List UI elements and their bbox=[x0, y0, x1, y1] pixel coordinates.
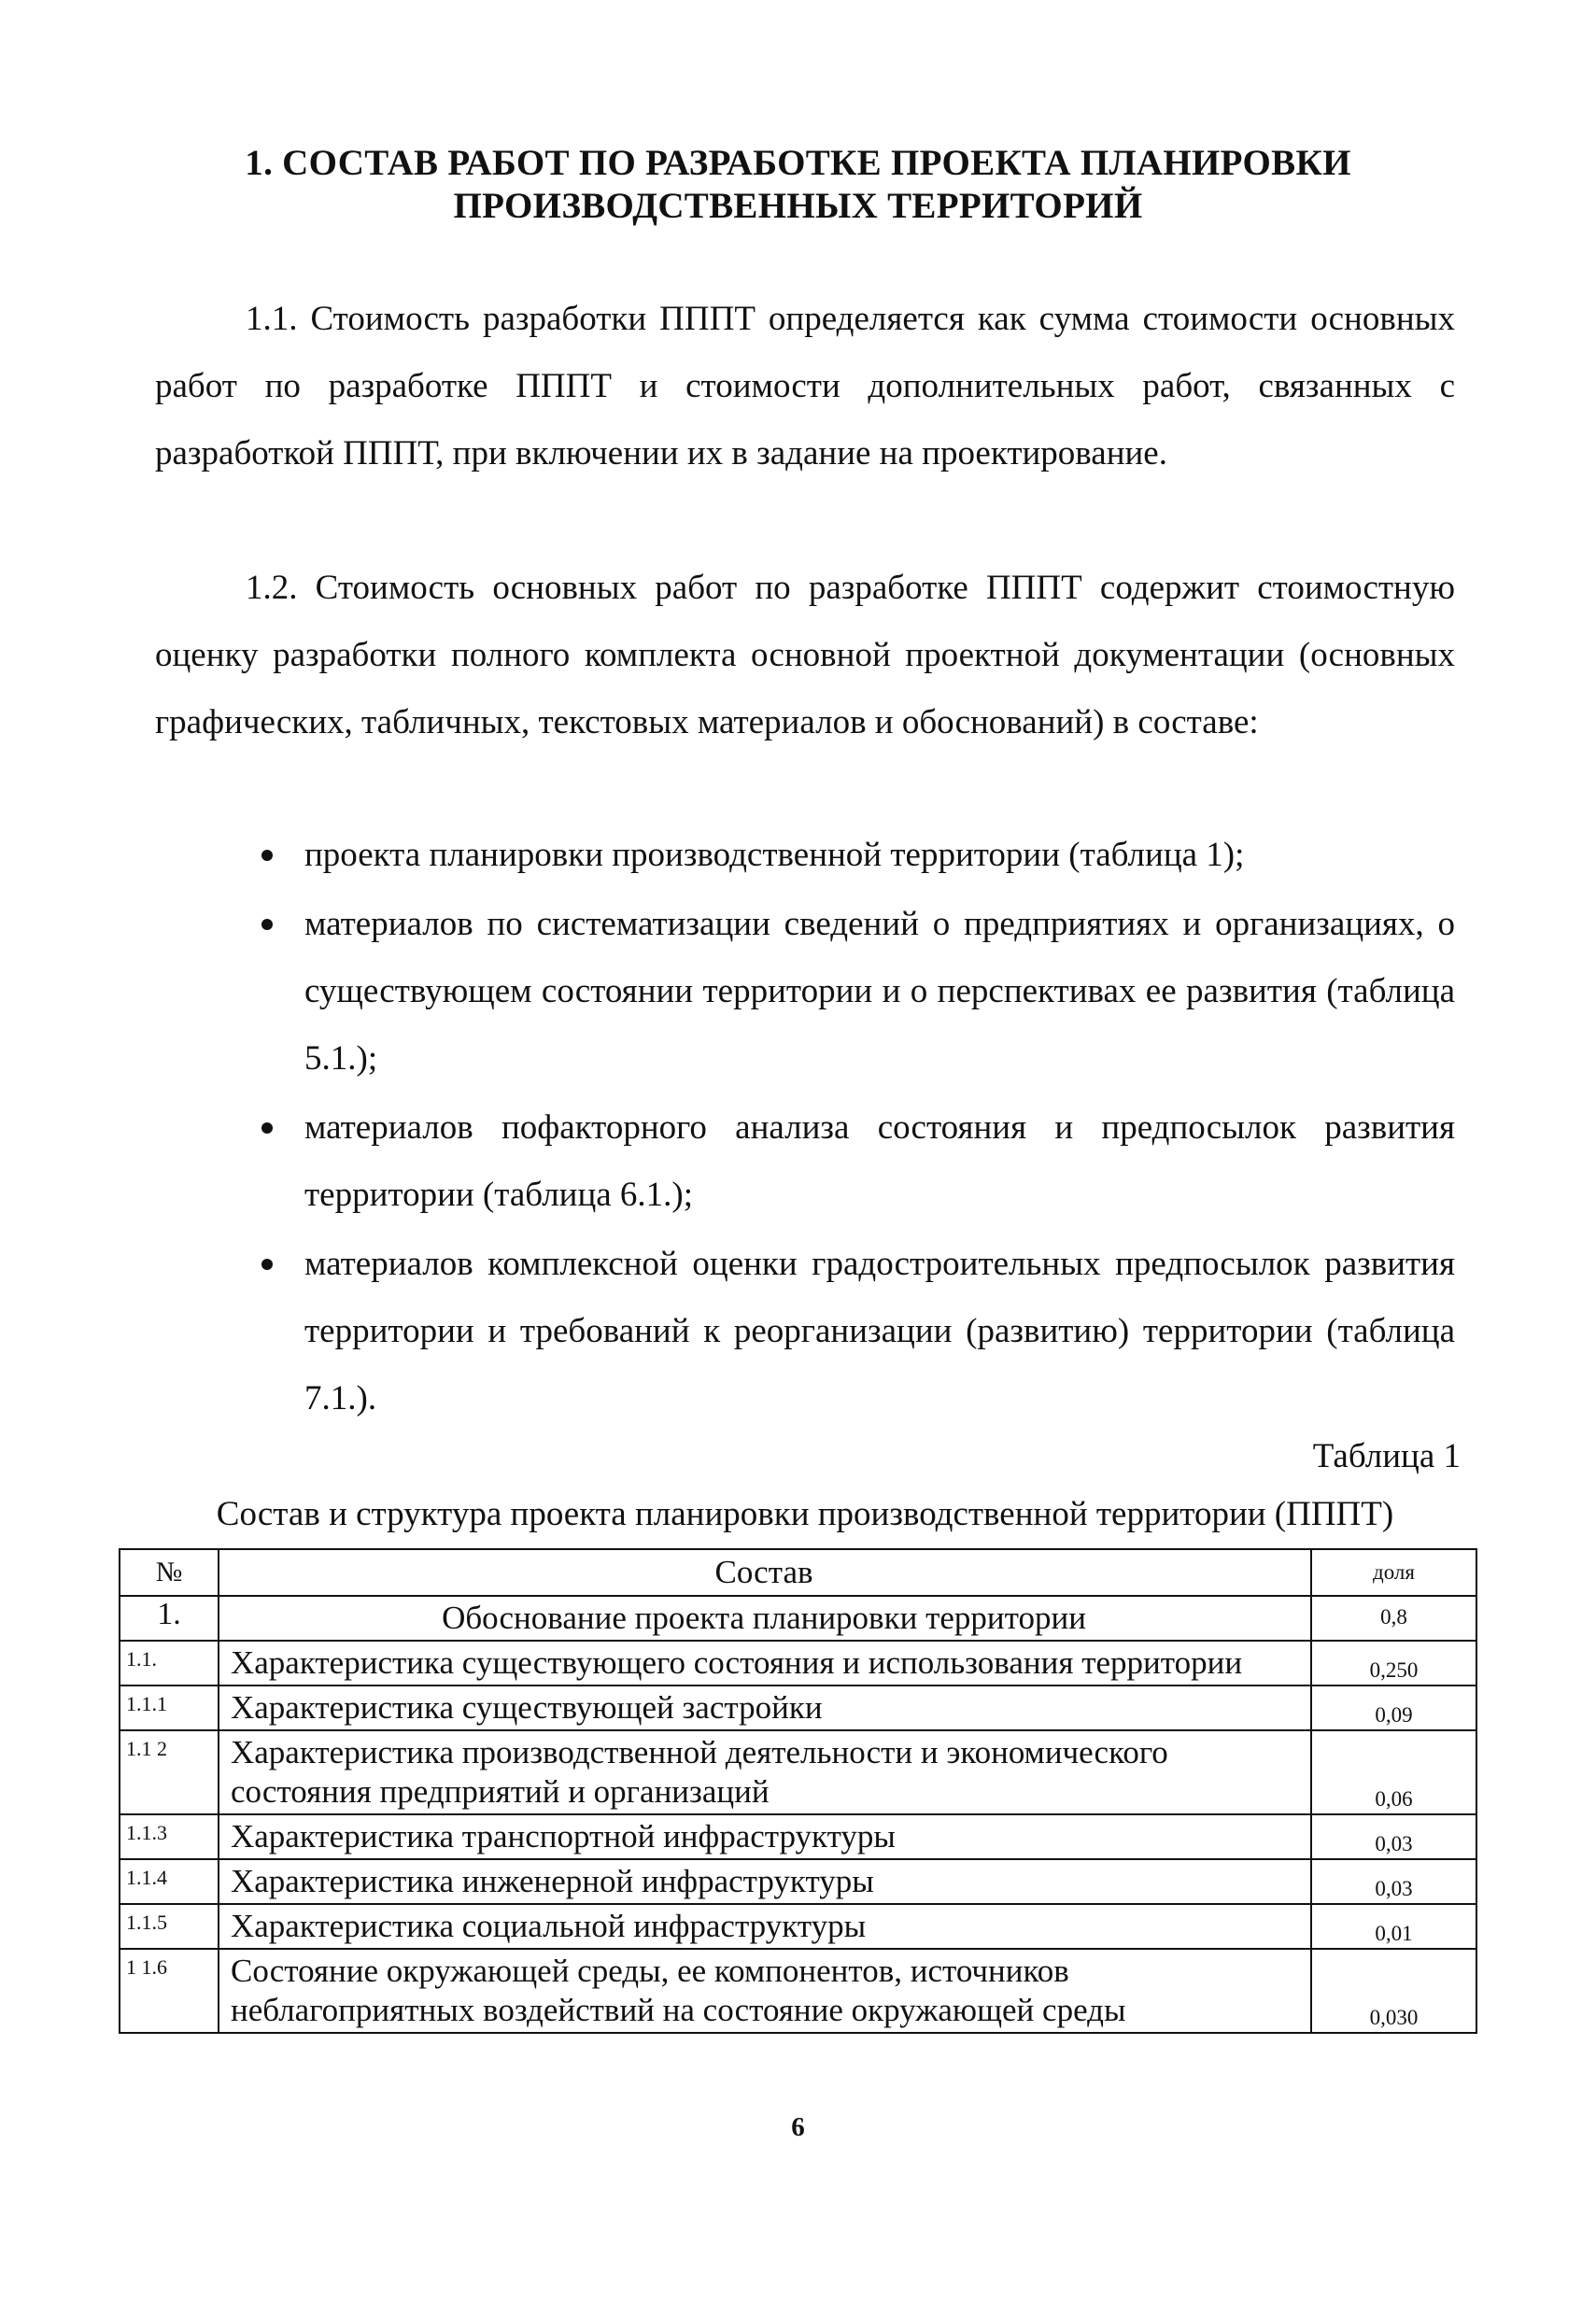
composition-table bbox=[119, 1548, 1477, 2034]
table-row bbox=[120, 1730, 1476, 1814]
bullet-dot-icon bbox=[261, 1259, 273, 1270]
row-share: 0,03 bbox=[1311, 1814, 1476, 1859]
row-number: 1.1.5 bbox=[120, 1904, 219, 1949]
row-content: Характеристика инженерной инфраструктуры bbox=[219, 1859, 1311, 1904]
bullet-dot-icon bbox=[261, 850, 273, 861]
row-share: 0,8 bbox=[1311, 1596, 1476, 1641]
row-number: 1 1.6 bbox=[120, 1949, 219, 2033]
row-share: 0,06 bbox=[1311, 1730, 1476, 1814]
composition-bullet-list bbox=[155, 822, 1455, 1434]
header-share: доля bbox=[1311, 1549, 1476, 1596]
row-number: 1.1 2 bbox=[120, 1730, 219, 1814]
row-number: 1.1. bbox=[120, 1641, 219, 1685]
row-content: Характеристика социальной инфраструктуры bbox=[219, 1904, 1311, 1949]
row-content: Характеристика существующего состояния и использования территории bbox=[219, 1641, 1311, 1685]
bullet-item bbox=[155, 822, 1455, 889]
table-row bbox=[120, 1904, 1476, 1949]
bullet-text: материалов комплексной оценки градостроительных предпосылок развития территории и требований к реорганизации (развитию) территории (таблица 7.1.). bbox=[304, 1245, 1455, 1417]
table-row bbox=[120, 1949, 1476, 2033]
row-share: 0,030 bbox=[1311, 1949, 1476, 2033]
section-heading-line-2: ПРОИЗВОДСТВЕННЫХ ТЕРРИТОРИЙ bbox=[453, 186, 1143, 226]
row-content: Состояние окружающей среды, ее компонентов, источников неблагоприятных воздействий на состояние окружающей среды bbox=[219, 1949, 1311, 2033]
row-number: 1.1.3 bbox=[120, 1814, 219, 1859]
table-header-row bbox=[120, 1549, 1476, 1596]
table-row bbox=[120, 1814, 1476, 1859]
row-number: 1.1.4 bbox=[120, 1859, 219, 1904]
row-content: Характеристика производственной деятельности и экономического состояния предприятий и организаций bbox=[219, 1730, 1311, 1814]
bullet-text: проекта планировки производственной территории (таблица 1); bbox=[304, 836, 1245, 874]
bullet-text: материалов по систематизации сведений о предприятиях и организациях, о существующем состоянии территории и о перспективах ее развития (таблица 5.1.); bbox=[304, 905, 1455, 1078]
row-share: 0,250 bbox=[1311, 1641, 1476, 1685]
row-number: 1.1.1 bbox=[120, 1685, 219, 1730]
header-content: Состав bbox=[219, 1549, 1311, 1596]
page-number: 6 bbox=[791, 2112, 805, 2142]
bullet-dot-icon bbox=[261, 919, 273, 930]
row-share: 0,03 bbox=[1311, 1859, 1476, 1904]
table-row bbox=[120, 1641, 1476, 1685]
bullet-dot-icon bbox=[261, 1122, 273, 1134]
table-number-label: Таблица 1 bbox=[1312, 1437, 1461, 1475]
row-content: Характеристика транспортной инфраструктуры bbox=[219, 1814, 1311, 1859]
bullet-text: материалов пофакторного анализа состояния и предпосылок развития территории (таблица 6.1.); bbox=[304, 1108, 1455, 1214]
bullet-item bbox=[155, 1231, 1455, 1432]
table-caption: Состав и структура проекта планировки производственной территории (ПППТ) bbox=[216, 1495, 1394, 1533]
row-number: 1. bbox=[120, 1596, 219, 1641]
table-row bbox=[120, 1596, 1476, 1641]
section-heading-line-1: 1. СОСТАВ РАБОТ ПО РАЗРАБОТКЕ ПРОЕКТА ПЛАНИРОВКИ bbox=[245, 143, 1351, 183]
row-content: Характеристика существующей застройки bbox=[219, 1685, 1311, 1730]
section-heading bbox=[0, 142, 1596, 228]
row-content: Обоснование проекта планировки территории bbox=[219, 1596, 1311, 1641]
bullet-item bbox=[155, 891, 1455, 1093]
header-number: № bbox=[120, 1549, 219, 1596]
table-row bbox=[120, 1859, 1476, 1904]
row-share: 0,01 bbox=[1311, 1904, 1476, 1949]
bullet-item bbox=[155, 1094, 1455, 1229]
paragraph-1-2: 1.2. Стоимость основных работ по разработке ПППТ содержит стоимостную оценку разработки полного комплекта основной проектной документации (основных графических, табличных, текстовых материалов и обоснований) в составе: bbox=[155, 569, 1455, 741]
table-row bbox=[120, 1685, 1476, 1730]
row-share: 0,09 bbox=[1311, 1685, 1476, 1730]
paragraph-1-1: 1.1. Стоимость разработки ПППТ определяется как сумма стоимости основных работ по разработке ПППТ и стоимости дополнительных работ, связанных с разработкой ПППТ, при включении их в задание на проектирование. bbox=[155, 300, 1455, 472]
